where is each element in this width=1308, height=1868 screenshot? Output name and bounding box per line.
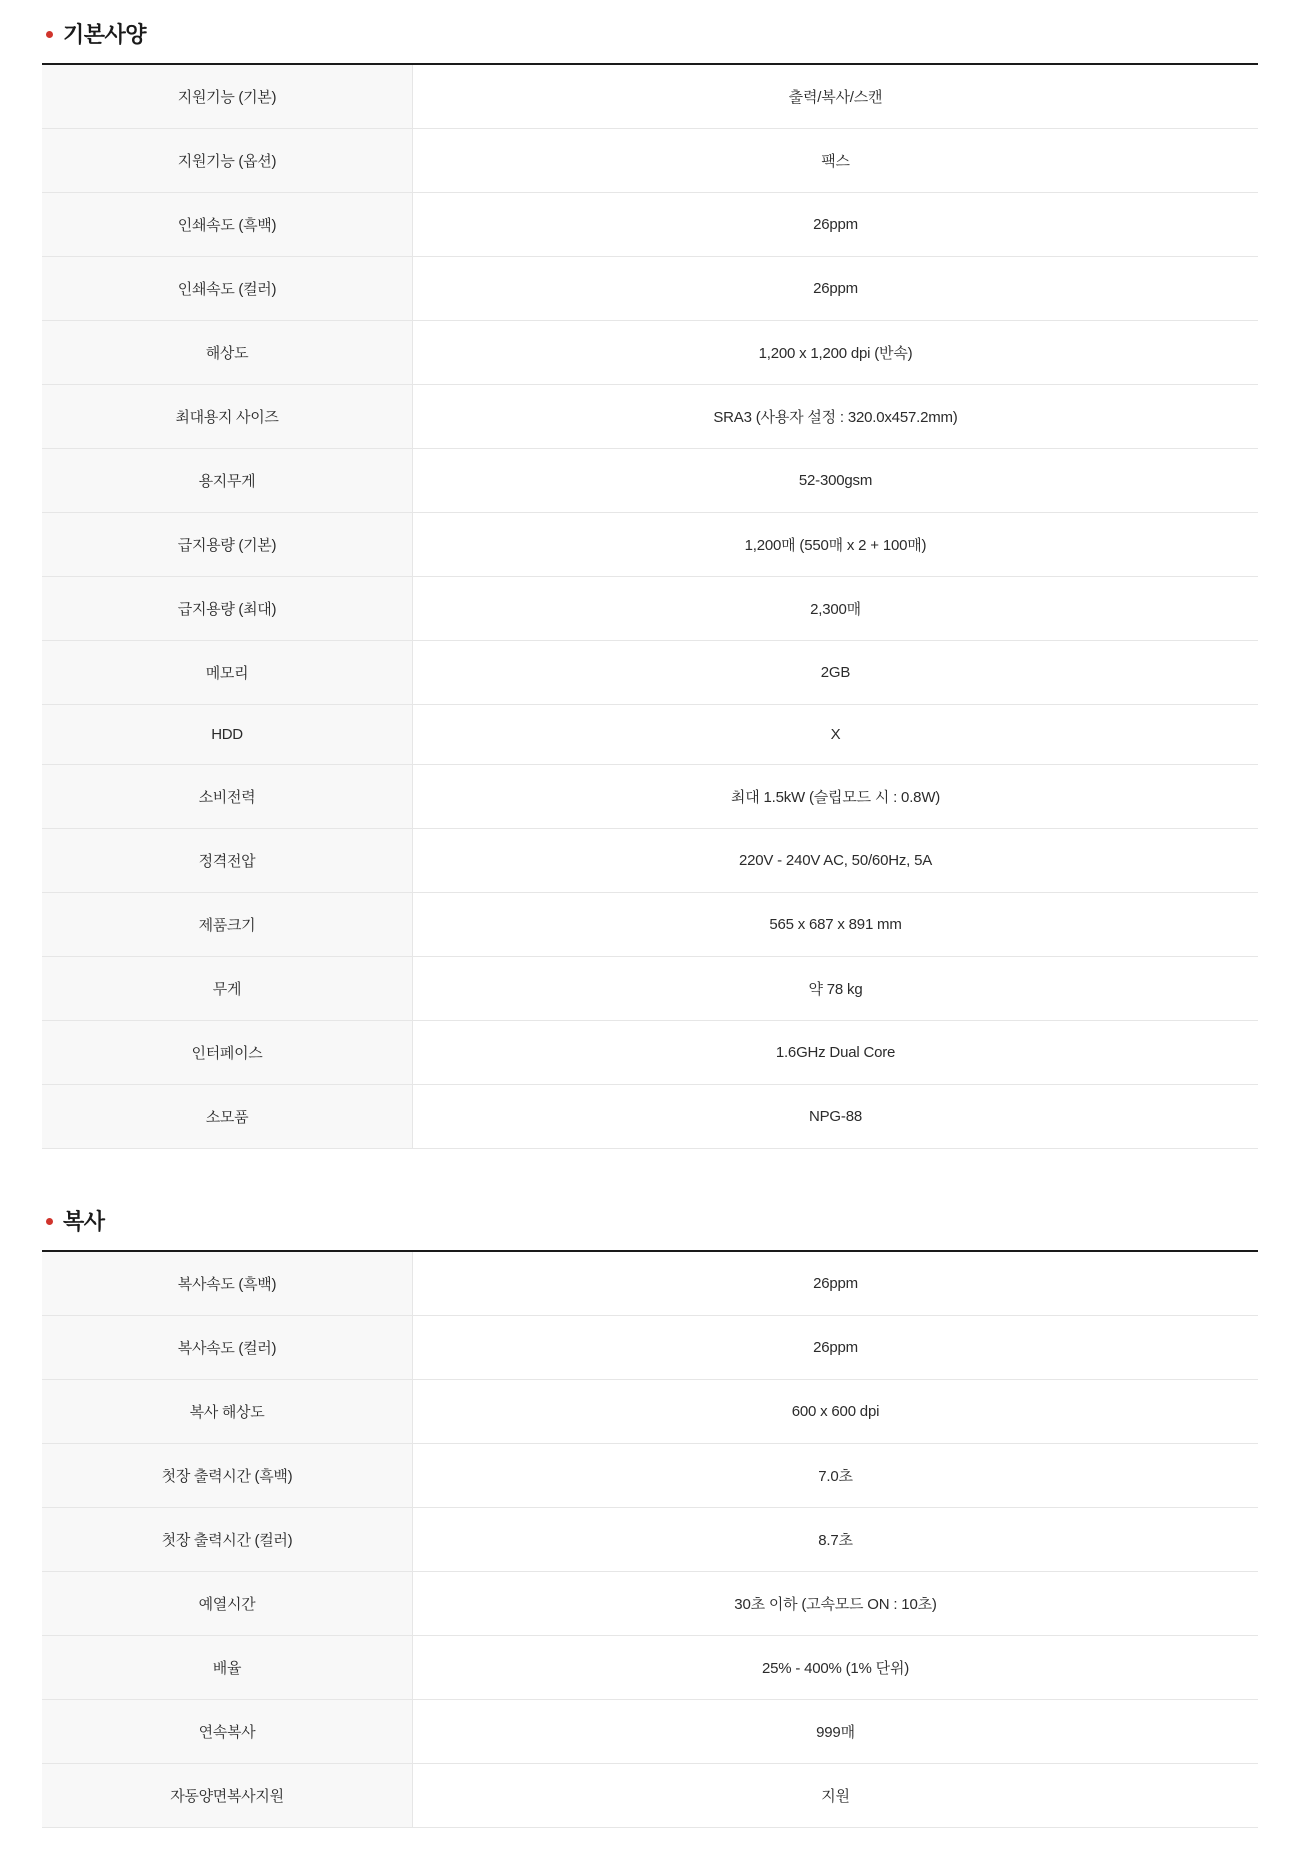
spec-label: 최대용지 사이즈 [42, 385, 413, 449]
spec-label: 첫장 출력시간 (흑백) [42, 1444, 413, 1508]
spec-label: 급지용량 (최대) [42, 577, 413, 641]
spec-section [42, 18, 1258, 1149]
section-heading [46, 1205, 1258, 1236]
spec-label: 메모리 [42, 641, 413, 705]
table-row [42, 1572, 1258, 1636]
spec-value: 30초 이하 (고속모드 ON : 10초) [734, 1596, 937, 1613]
spec-label: 해상도 [42, 321, 413, 385]
spec-value: SRA3 (사용자 설정 : 320.0x457.2mm) [713, 409, 958, 426]
bullet-icon [46, 31, 53, 38]
spec-label: 인터페이스 [42, 1021, 413, 1085]
spec-label: 급지용량 (기본) [42, 513, 413, 577]
spec-sections [42, 18, 1258, 1828]
table-row [42, 513, 1258, 577]
spec-value: NPG-88 [809, 1108, 862, 1125]
spec-value: 26ppm [813, 1339, 858, 1356]
table-row [42, 449, 1258, 513]
table-row [42, 705, 1258, 765]
table-row [42, 1380, 1258, 1444]
spec-value: 220V - 240V AC, 50/60Hz, 5A [738, 852, 933, 869]
spec-label: 정격전압 [42, 829, 413, 893]
spec-label: 자동양면복사지원 [42, 1764, 413, 1828]
spec-label: 소비전력 [42, 765, 413, 829]
spec-value: 600 x 600 dpi [791, 1403, 880, 1420]
page-bottom-spacer [42, 1828, 1258, 1868]
table-row [42, 1021, 1258, 1085]
table-row [42, 1444, 1258, 1508]
spec-value: 2GB [820, 664, 851, 681]
spec-label: HDD [42, 705, 413, 765]
spec-value: 8.7초 [818, 1532, 853, 1549]
spec-label: 연속복사 [42, 1700, 413, 1764]
spec-label: 인쇄속도 (흑백) [42, 193, 413, 257]
spec-value: 26ppm [813, 1275, 858, 1292]
spec-value: 지원 [821, 1788, 850, 1805]
spec-label: 복사속도 (컬러) [42, 1316, 413, 1380]
spec-value: 1.6GHz Dual Core [775, 1044, 896, 1061]
spec-value: 팩스 [821, 153, 850, 170]
table-row [42, 1700, 1258, 1764]
spec-label: 복사 해상도 [42, 1380, 413, 1444]
spec-section [42, 1205, 1258, 1828]
spec-label: 인쇄속도 (컬러) [42, 257, 413, 321]
spec-value: 26ppm [813, 280, 858, 297]
section-title-text: 복사 [63, 1209, 105, 1234]
table-row [42, 1251, 1258, 1316]
table-row [42, 64, 1258, 129]
table-row [42, 193, 1258, 257]
table-row [42, 1636, 1258, 1700]
spec-label: 지원기능 (옵션) [42, 129, 413, 193]
spec-value: 999매 [816, 1724, 855, 1741]
spec-label: 지원기능 (기본) [42, 64, 413, 129]
spec-value: 2,300매 [810, 601, 861, 618]
table-row [42, 385, 1258, 449]
table-row [42, 957, 1258, 1021]
table-row [42, 893, 1258, 957]
spec-label: 소모품 [42, 1085, 413, 1149]
spec-value: 1,200 x 1,200 dpi (반속) [758, 345, 913, 362]
section-title-text: 기본사양 [63, 22, 147, 47]
spec-value: 1,200매 (550매 x 2 + 100매) [744, 537, 927, 554]
table-row [42, 829, 1258, 893]
spec-label: 첫장 출력시간 (컬러) [42, 1508, 413, 1572]
table-row [42, 129, 1258, 193]
table-row [42, 577, 1258, 641]
spec-value: 약 78 kg [808, 981, 863, 998]
table-row [42, 1085, 1258, 1149]
bullet-icon [46, 1218, 53, 1225]
spec-value: 565 x 687 x 891 mm [769, 916, 902, 933]
table-row [42, 765, 1258, 829]
table-row [42, 1316, 1258, 1380]
table-row [42, 1764, 1258, 1828]
table-row [42, 257, 1258, 321]
spec-value: 출력/복사/스캔 [788, 89, 883, 106]
spec-value: X [830, 726, 841, 743]
spec-label: 예열시간 [42, 1572, 413, 1636]
spec-label: 무게 [42, 957, 413, 1021]
spec-table [42, 1250, 1258, 1828]
table-row [42, 321, 1258, 385]
spec-value: 25% - 400% (1% 단위) [761, 1660, 910, 1677]
spec-value: 7.0초 [818, 1468, 853, 1485]
spec-table [42, 63, 1258, 1149]
spec-value: 26ppm [813, 216, 858, 233]
spec-label: 용지무게 [42, 449, 413, 513]
section-heading [46, 18, 1258, 49]
table-row [42, 641, 1258, 705]
table-row [42, 1508, 1258, 1572]
spec-value: 최대 1.5kW (슬립모드 시 : 0.8W) [730, 789, 941, 806]
spec-label: 제품크기 [42, 893, 413, 957]
spec-label: 복사속도 (흑백) [42, 1251, 413, 1316]
spec-value: 52-300gsm [798, 472, 873, 489]
spec-label: 배율 [42, 1636, 413, 1700]
